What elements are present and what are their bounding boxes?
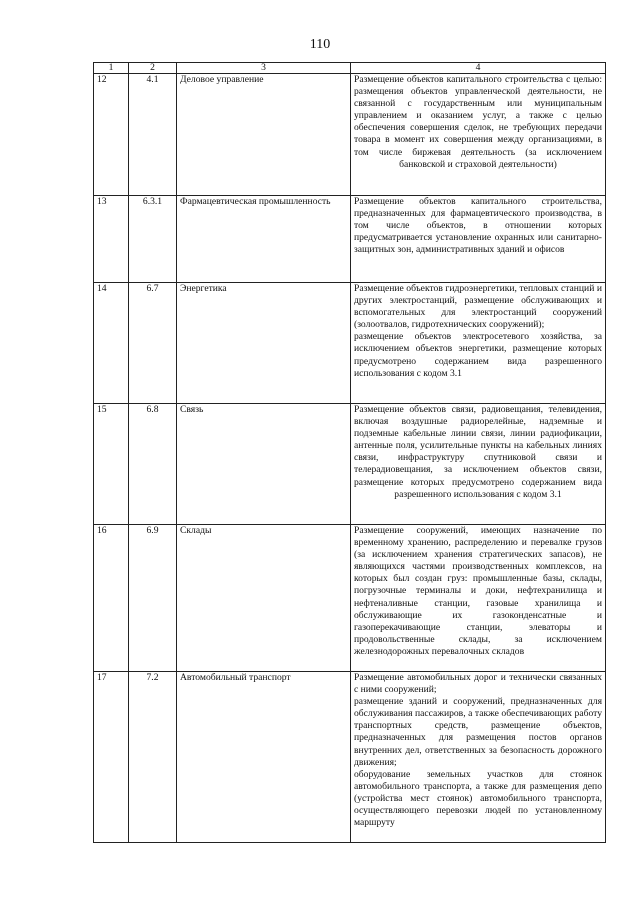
header-row (94, 63, 606, 74)
use-description (351, 283, 606, 404)
use-code: 6.7 (129, 283, 177, 404)
column-header-3: 3 (177, 63, 351, 74)
use-description (351, 672, 606, 843)
use-code: 7.2 (129, 672, 177, 843)
table-row (94, 525, 606, 672)
use-code: 4.1 (129, 74, 177, 196)
table-row (94, 672, 606, 843)
description-paragraph: Размещение объектов капитального строительства, предназначенных для фармацевтического производства, в том числе объектов, в отношении которых предусматривается установление охранных или санитарно-защитных зон, административных зданий и офисов (354, 196, 602, 256)
description-paragraph: Размещение объектов капитального строительства с целью: размещения объектов управленческой деятельности, не связанной с государственным или муниципальным управлением и оказанием услуг, а также с целью обеспечения совершения сделок, не требующих передачи товара в момент их совершения между организациями, в том числе биржевая деятельность (за исключением банковской и страховой деятельности) (354, 74, 602, 170)
description-paragraph: размещение зданий и сооружений, предназначенных для обслуживания пассажиров, а также обеспечивающих работу транспортных средств, размещение объектов, предназначенных для размещения постов органов внутренних дел, ответственных за безопасность дорожного движения; (354, 696, 602, 768)
table-row (94, 283, 606, 404)
table-row (94, 74, 606, 196)
column-header-2: 2 (129, 63, 177, 74)
description-paragraph: размещение объектов электросетевого хозяйства, за исключением объектов энергетики, размещение которых предусмотрено содержанием вида разрешенного использования с кодом 3.1 (354, 331, 602, 379)
description-paragraph: оборудование земельных участков для стоянок автомобильного транспорта, а также для размещения депо (устройства мест стоянок) автомобильного транспорта, осуществляющего перевозки людей по установленному маршруту (354, 768, 602, 829)
use-description (351, 74, 606, 196)
use-name: Деловое управление (177, 74, 351, 196)
table-row (94, 404, 606, 525)
use-code: 6.3.1 (129, 196, 177, 283)
use-name: Автомобильный транспорт (177, 672, 351, 843)
use-description (351, 196, 606, 283)
use-description (351, 525, 606, 672)
land-use-table (93, 62, 606, 843)
description-paragraph: Размещение автомобильных дорог и технически связанных с ними сооружений; (354, 672, 602, 696)
row-number: 12 (94, 74, 129, 196)
row-number: 14 (94, 283, 129, 404)
use-code: 6.8 (129, 404, 177, 525)
table-row (94, 196, 606, 283)
description-paragraph: Размещение объектов связи, радиовещания, телевидения, включая воздушные радиорелейные, надземные и подземные кабельные линии связи, линии радиофикации, антенные поля, усилительные пункты на кабельных линиях связи, инфраструктуру спутниковой связи и телерадиовещания, за исключением объектов связи, размещение которых предусмотрено содержанием вида разрешенного использования с кодом 3.1 (354, 404, 602, 500)
use-name: Склады (177, 525, 351, 672)
use-code: 6.9 (129, 525, 177, 672)
row-number: 15 (94, 404, 129, 525)
use-description (351, 404, 606, 525)
row-number: 17 (94, 672, 129, 843)
row-number: 13 (94, 196, 129, 283)
page-number: 110 (309, 37, 331, 52)
use-name: Связь (177, 404, 351, 525)
row-number: 16 (94, 525, 129, 672)
column-header-1: 1 (94, 63, 129, 74)
use-name: Энергетика (177, 283, 351, 404)
column-header-4: 4 (351, 63, 606, 74)
use-name: Фармацевтическая промышленность (177, 196, 351, 283)
description-paragraph: Размещение сооружений, имеющих назначение по временному хранению, распределению и перевалке грузов (за исключением хранения стратегических запасов), не являющихся частями производственных комплексов, на которых был создан груз: промышленные базы, склады, погрузочные терминалы и доки, нефтехранилища и нефтеналивные станции, газовые хранилища и обслуживающие их газоконденсатные и газоперекачивающие станции, элеваторы и продовольственные склады, за исключением железнодорожных перевалочных складов (354, 525, 602, 657)
description-paragraph: Размещение объектов гидроэнергетики, тепловых станций и других электростанций, размещение обслуживающих и вспомогательных для электростанций сооружений (золоотвалов, гидротехнических сооружений); (354, 283, 602, 331)
